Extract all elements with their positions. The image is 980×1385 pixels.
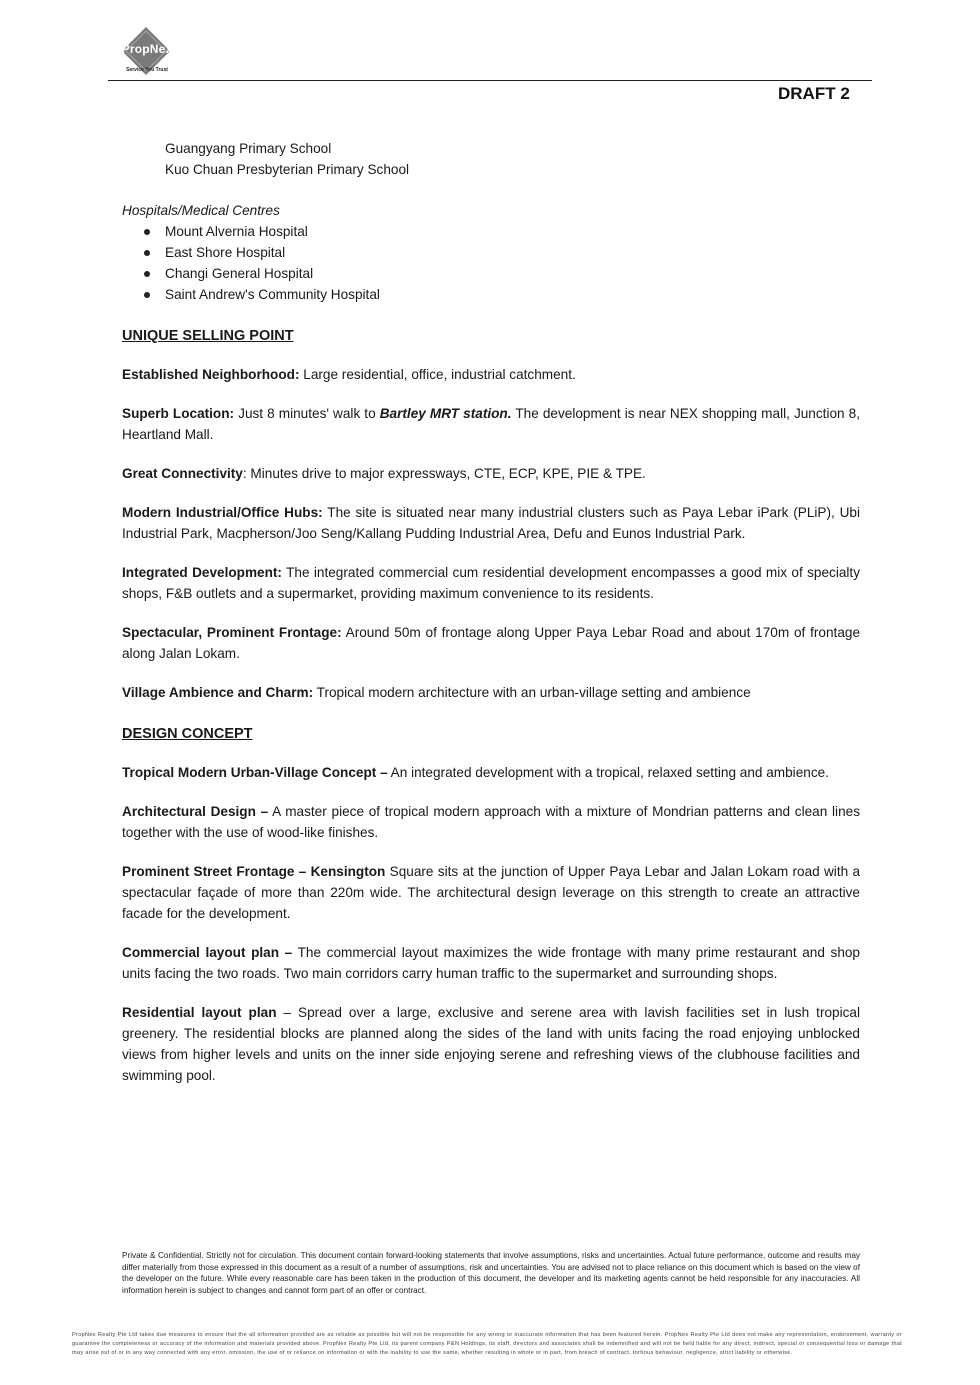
para-text: A master piece of tropical modern approach with a mixture of Mondrian patterns and clean lines together with the use of wood-like finishes. [122,804,860,840]
usp-great-connectivity [122,463,860,484]
header-divider [108,80,872,81]
hospitals-list [122,221,860,305]
design-heading: DESIGN CONCEPT [122,726,253,742]
para-text: The commercial layout maximizes the wide frontage with many prime restaurant and shop units facing the two roads. Two main corridors carry human traffic to the supermarket and surrounding shops. [122,945,860,981]
para-title: Established Neighborhood: [122,367,300,382]
schools-list [122,138,860,180]
draft-label: DRAFT 2 [778,84,850,103]
para-title: Spectacular, Prominent Frontage: [122,625,342,640]
agency-disclaimer: PropNex Realty Pte Ltd takes due measures to ensure that the all information provided are as reliable as possible but will not be responsible for any wrong or inaccurate information that has been featured herein. PropNex Realty Pte Ltd does not make any representation, endorsement, warranty or guarantee the completeness or accuracy of the information and materials provided above. PropNex Realty Pte Ltd, its parent company P&N Holdings, its staff, directors and associates shall be indemnified and will not be held liable for any direct, indirect, special or consequential loss or damage that may arise out of or in any way connected with any error, omission, the use of or reliance on information or with the inability to use the same, whether resulting in whole or in part, from breach of contract, tortious behaviour, negligence, strict liability or otherwise. [72,1332,902,1356]
para-title: Tropical Modern Urban-Village Concept – [122,765,388,780]
usp-established-neighborhood [122,364,860,385]
para-text: Around 50m of frontage along Upper Paya Lebar Road and about 170m of frontage along Jalan Lokam. [122,625,860,661]
para-title: Prominent Street Frontage – Kensington [122,864,386,879]
usp-superb-location [122,403,860,445]
design-architectural [122,801,860,843]
para-title: Village Ambience and Charm: [122,685,314,700]
para-text: Square sits at the junction of Upper Paya Lebar and Jalan Lokam road with a spectacular façade of more than 220m wide. The architectural design leverage on this strength to create an attractive facade for the development. [122,864,861,921]
logo-name: PropNex [121,42,173,56]
para-text: : Minutes drive to major expressways, CTE, ECP, KPE, PIE & TPE. [242,466,646,481]
document-body [122,138,860,1086]
para-text: Large residential, office, industrial catchment. [299,367,576,382]
para-title: Superb Location: [122,406,235,421]
para-text: The site is situated near many industrial clusters such as Paya Lebar iPark (PLiP), Ubi Industrial Park, Macpherson/Joo Seng/Kallang Pudding Industrial Area, Defu and Eunos Industrial Park. [122,505,860,541]
usp-integrated-development [122,562,860,604]
para-title: Modern Industrial/Office Hubs: [122,505,323,520]
logo-tagline: Service You Trust [126,67,168,73]
para-title: Commercial layout plan – [122,945,293,960]
design-commercial-layout [122,942,860,984]
para-text: An integrated development with a tropical, relaxed setting and ambience. [387,765,829,780]
para-text: The integrated commercial cum residential development encompasses a good mix of specialty shops, F&B outlets and a supermarket, providing maximum convenience to its residents. [122,565,860,601]
design-residential-layout [122,1002,860,1086]
para-text: – Spread over a large, exclusive and serene area with lavish facilities set in lush tropical greenery. The residential blocks are planned along the sides of the land with units facing the road enjoying unblocked views from higher levels and units on the inner side enjoying serene and refreshing views of the clubhouse facilities and swimming pool. [122,1005,860,1083]
list-item: East Shore Hospital [144,242,860,263]
para-text: The development is near NEX shopping mall, Junction 8, Heartland Mall. [122,406,860,442]
usp-heading: UNIQUE SELLING POINT [122,328,294,344]
usp-prominent-frontage [122,622,860,664]
design-street-frontage [122,861,860,924]
para-title: Integrated Development: [122,565,282,580]
school-item: Guangyang Primary School [165,141,332,156]
school-item: Kuo Chuan Presbyterian Primary School [165,162,410,177]
usp-industrial-hubs [122,502,860,544]
list-item: Saint Andrew's Community Hospital [144,284,860,305]
para-title: Residential layout plan [122,1005,277,1020]
usp-village-ambience [122,682,860,703]
propnex-logo [112,26,182,80]
para-title: Architectural Design – [122,804,269,819]
design-urban-village [122,762,860,783]
confidential-notice: Private & Confidential. Strictly not for circulation. This document contain forward-looking statements that involve assumptions, risks and uncertainties. Actual future performance, outcome and results may differ materially from those expressed in this document as a result of a number of assumptions, risk and uncertainties. You are advised not to place reliance on this document which is based on the view of the developer on the future. While every reasonable care has been taken in the production of this document, the developer and its marketing agents cannot be held responsible for any inaccuracies. All information herein is subject to changes and cannot form part of an offer or contract. [122,1251,860,1295]
list-item: Mount Alvernia Hospital [144,221,860,242]
para-emphasis: Bartley MRT station. [379,406,512,421]
para-title: Great Connectivity [122,466,243,481]
list-item: Changi General Hospital [144,263,860,284]
hospitals-heading: Hospitals/Medical Centres [122,203,280,218]
para-text: Just 8 minutes' walk to [234,406,380,421]
para-text: Tropical modern architecture with an urban-village setting and ambience [313,685,751,700]
